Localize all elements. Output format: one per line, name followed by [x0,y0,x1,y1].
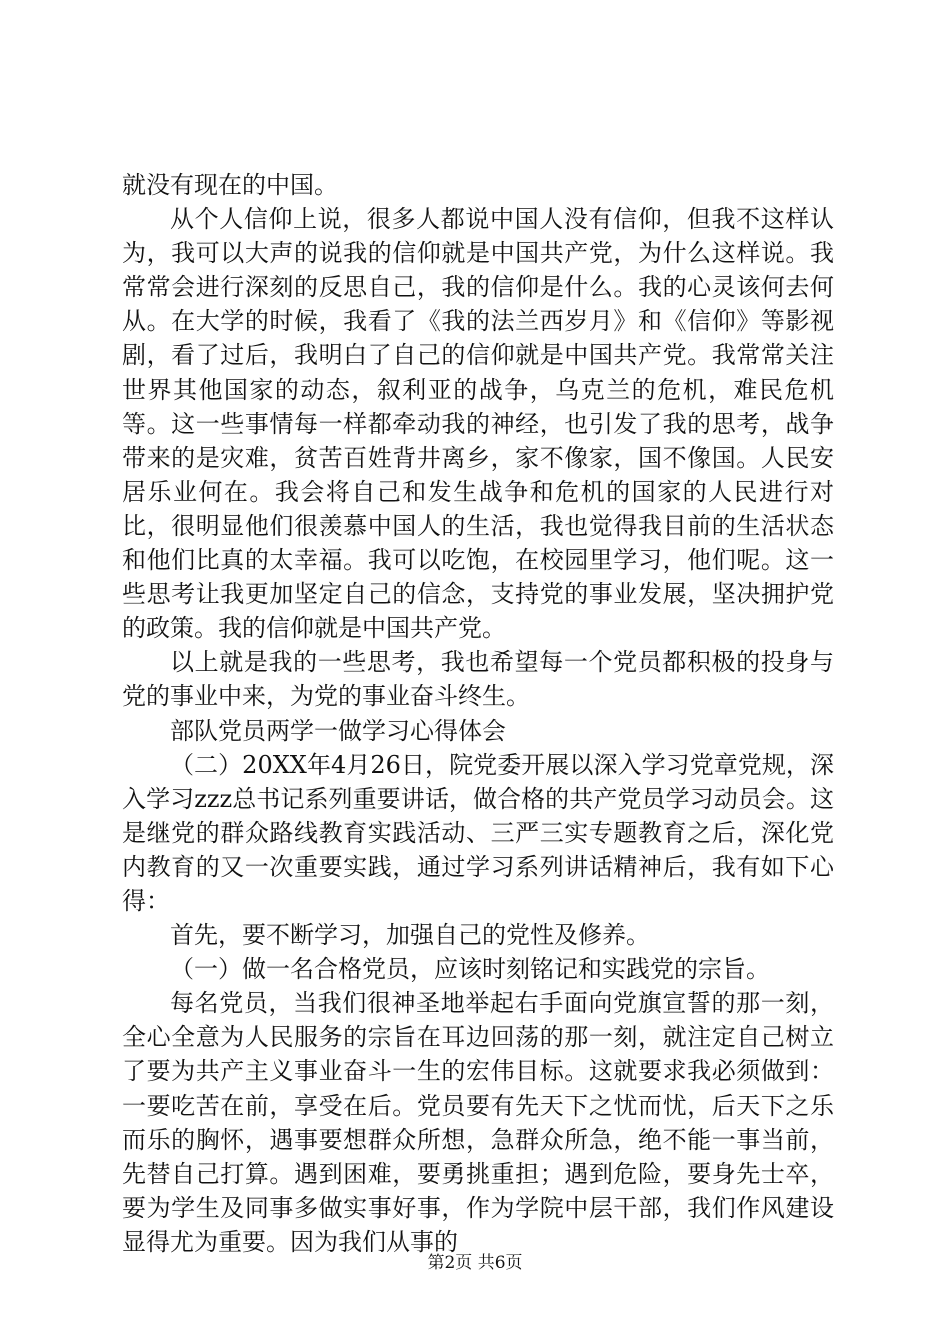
paragraph: 以上就是我的一些思考，我也希望每一个党员都积极的投身与党的事业中来，为党的事业奋斗终生。 [122,648,834,711]
page-footer: 第2页 共6页 [427,1253,523,1273]
section-heading: 部队党员两学一做学习心得体会 [170,716,506,745]
paragraph: 首先，要不断学习，加强自己的党性及修养。 [170,921,650,950]
document-body [122,168,834,1259]
paragraph: 每名党员，当我们很神圣地举起右手面向党旗宣誓的那一刻，全心全意为人民服务的宗旨在耳边回荡的那一刻，就注定自己树立了要为共产主义事业奋斗一生的宏伟目标。这就要求我必须做到：一要吃苦在前，享受在后。党员要有先天下之忧而忧，后天下之乐而乐的胸怀，遇事要想群众所想，急群众所急，绝不能一事当前，先替自己打算。遇到困难，要勇挑重担；遇到危险，要身先士卒，要为学生及同事多做实事好事，作为学院中层干部，我们作风建设显得尤为重要。因为我们从事的 [122,989,834,1256]
paragraph: （二）20XX年4月26日，院党委开展以深入学习党章党规，深入学习zzz总书记系列重要讲话，做合格的共产党员学习动员会。这是继党的群众路线教育实践活动、三严三实专题教育之后，深化党内教育的又一次重要实践，通过学习系列讲话精神后，我有如下心得： [122,750,834,915]
paragraph: （一）做一名合格党员，应该时刻铭记和实践党的宗旨。 [170,955,770,984]
paragraph: 就没有现在的中国。 [122,171,338,199]
paragraph: 从个人信仰上说，很多人都说中国人没有信仰，但我不这样认为，我可以大声的说我的信仰就是中国共产党，为什么这样说。我常常会进行深刻的反思自己，我的信仰是什么。我的心灵该何去何从。在大学的时候，我看了《我的法兰西岁月》和《信仰》等影视剧，看了过后，我明白了自己的信仰就是中国共产党。我常常关注世界其他国家的动态，叙利亚的战争，乌克兰的危机，难民危机等。这一些事情每一样都牵动我的神经，也引发了我的思考，战争带来的是灾难，贫苦百姓背井离乡，家不像家，国不像国。人民安居乐业何在。我会将自己和发生战争和危机的国家的人民进行对比，很明显他们很羡慕中国人的生活，我也觉得我目前的生活状态和他们比真的太幸福。我可以吃饱，在校园里学习，他们呢。这一些思考让我更加坚定自己的信念，支持党的事业发展，坚决拥护党的政策。我的信仰就是中国共产党。 [122,205,834,643]
